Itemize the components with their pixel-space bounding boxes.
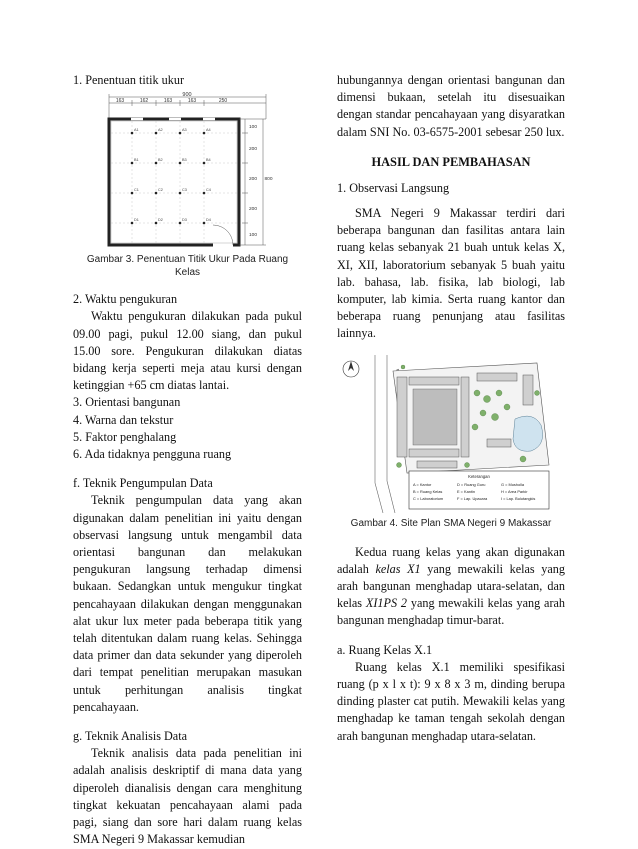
item-6: 6. Ada tidaknya pengguna ruang: [73, 447, 232, 462]
fig3-total-width: 900: [182, 92, 192, 99]
item-2-body: Waktu pengukuran dilakukan pada pukul 09.00 pagi, pukul 12.00 siang, dan pukul 15.00 sore. Pengukuran dilakukan diatas bidang kerja seperti meja atau kursi dengan ketinggian +65 cm diatas lantai.: [73, 309, 302, 393]
fig3-point: D2: [158, 218, 163, 223]
figure-4-caption: Gambar 4. Site Plan SMA Negeri 9 Makassar: [350, 517, 552, 529]
fig4-legend-item: C = Laboratorium: [413, 495, 444, 501]
observation-body: SMA Negeri 9 Makassar terdiri dari beberapa bangunan dan fasilitas antara lain ruang kelas sebanyak 21 buah untuk kelas X, XI, XII, laboratorium sebanyak 5 buah yaitu lab. bahasa, lab. fisika, lab biologi, lab komputer, lab kimia. Serta ruang kantor dan beberapa ruang penunjang atau fasilitas lainnya.: [337, 206, 565, 341]
fig3-point: C2: [158, 188, 163, 193]
subsection-1-title: 1. Observasi Langsung: [337, 180, 450, 195]
right-column: [337, 72, 565, 745]
fig3-rdim-2: 200: [249, 147, 258, 153]
section-g-body: Teknik analisis data pada penelitian ini adalah analisis deskriptif di mana data yang diperoleh dianalisis dengan cara menghitung tingkat kekuatan pencahayaan alami pada pagi, siang dan sore hari dalam ruang kelas SMA Negeri 9 Makassar kemudian: [73, 746, 302, 847]
fig3-point: C4: [206, 188, 211, 193]
section-g-title: g. Teknik Analisis Data: [73, 729, 188, 744]
figure-3-caption: Gambar 3. Penentuan Titik Ukur Pada Ruang Kelas: [86, 254, 289, 279]
classroom-selection-paragraph: Kedua ruang kelas yang akan digunakan adalah kelas X1 yang mewakili kelas yang arah bangunan menghadap utara-selatan, dan kelas XI1PS 2 yang mewakili kelas yang arah bangunan menghadap timur-barat.: [337, 544, 566, 628]
fig3-point: D3: [182, 218, 187, 223]
fig4-legend-title: Keterangan: [468, 473, 490, 479]
section-a-title: a. Ruang Kelas X.1: [337, 642, 433, 657]
fig4-legend-item: B = Ruang Kelas: [413, 488, 443, 494]
fig3-total-height: 800: [264, 177, 273, 183]
fig3-dim-1: 163: [115, 98, 125, 105]
item-1-title: 1. Penentuan titik ukur: [73, 73, 185, 87]
section-f-title: f. Teknik Pengumpulan Data: [73, 476, 213, 491]
figure-3-measurement-grid: [73, 89, 302, 249]
fig3-dim-5: 250: [218, 98, 228, 105]
fig3-rdim-3: 200: [249, 177, 258, 183]
fig3-point: B1: [134, 158, 139, 163]
fig3-point: A3: [182, 128, 187, 133]
fig3-dim-3: 163: [163, 98, 173, 105]
item-3: 3. Orientasi bangunan: [73, 395, 181, 410]
figure-4-site-plan: [337, 353, 565, 513]
section-f-body: Teknik pengumpulan data yang akan digunakan dalam penelitian ini yaitu dengan observasi langsung untuk mengambil data orientasi bangunan dan melakukan pengukuran langsung terhadap dimensi bukaan. Sedangkan untuk mengukur tingkat pencahayaan dilakukan dengan menggunakan alat ukur lux meter pada beberapa titik yang telah ditentukan dalam ruang kelas. Sehingga data primer dan data sekunder yang diperoleh dari tempat penelitian merupakan masukan untuk perhitungan analisis tingkat pencahayaan.: [73, 493, 302, 714]
fig3-rdim-1: 100: [249, 125, 258, 131]
fig4-legend-item: F = Lap. Upacara: [457, 495, 488, 501]
fig4-legend-item: H = Area Parkir: [501, 488, 528, 494]
item-2-title: 2. Waktu pengukuran: [73, 292, 178, 307]
fig4-legend-item: G = Musholla: [501, 481, 525, 487]
item-4: 4. Warna dan tekstur: [73, 412, 174, 427]
fig3-point: B2: [158, 158, 163, 163]
section-a-body: Ruang kelas X.1 memiliki spesifikasi ruang (p x l x t): 9 x 8 x 3 m, dinding berupa dinding plaster cat putih. Mewakili kelas yang menghadap ke taman tengah sekolah dengan arah bangunan menghadap utara-selatan.: [337, 659, 565, 743]
fig4-legend-item: A = Kantor: [413, 481, 432, 487]
fig4-legend-item: I = Lap. Bulutangkis: [501, 495, 536, 501]
fig3-dim-2: 162: [139, 98, 149, 105]
fig3-point: A1: [134, 128, 139, 133]
section-heading: HASIL DAN PEMBAHASAN: [371, 154, 531, 169]
fig3-point: D4: [206, 218, 211, 223]
continued-paragraph: hubungannya dengan orientasi bangunan dan dimensi bukaan, setelah itu disesuaikan dengan standar pencahayaan yang disyaratkan dalam SNI No. 03-6575-2001 sebesar 250 lux.: [337, 73, 565, 139]
fig3-rdim-4: 200: [249, 207, 258, 213]
fig3-point: B3: [182, 158, 187, 163]
fig3-point: B4: [206, 158, 211, 163]
fig3-point: D1: [134, 218, 139, 223]
item-5: 5. Faktor penghalang: [73, 429, 177, 444]
fig3-point: A2: [158, 128, 163, 133]
fig3-rdim-5: 100: [249, 233, 258, 239]
fig3-dim-4: 163: [187, 98, 197, 105]
fig4-legend-item: D = Ruang Guru: [457, 481, 486, 487]
fig3-point: C3: [182, 188, 187, 193]
fig4-legend-item: E = Kantin: [457, 488, 476, 494]
fig3-point: C1: [134, 188, 139, 193]
fig3-point: A4: [206, 128, 211, 133]
left-column: [73, 72, 302, 849]
